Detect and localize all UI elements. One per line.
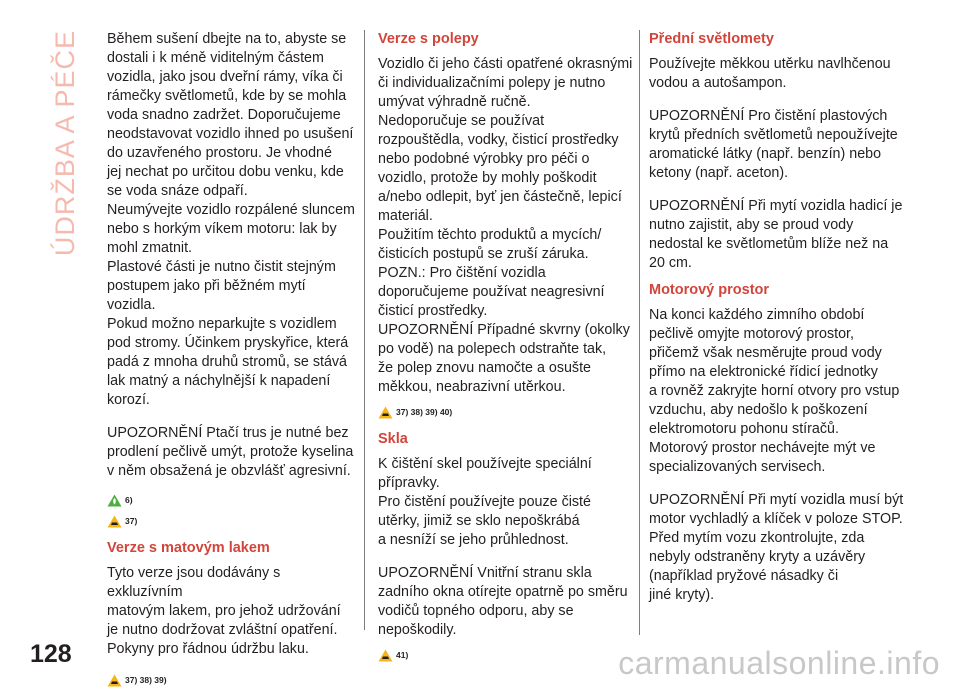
section-heading: Verze s matovým lakem: [107, 540, 270, 556]
warning-car-icon: [107, 515, 122, 528]
paragraph: K čištění skel používejte speciální přípravky. Pro čistění používejte pouze čisté utěrky, jimiž se sklo nepoškrábá a nesníží se jeho průhlednost.: [378, 456, 592, 548]
paragraph: Na konci každého zimního období pečlivě omyjte motorový prostor, přičemž však nesměrujte proud vody přímo na elektronické řídicí jednotky a rovněž zakryjte horní otvory pro vstup vzduchu, aby nedošlo k poškození elektromotoru pohonu stíračů. Motorový prostor nechávejte mýt ve specializovaných servisech.: [649, 307, 900, 475]
paragraph: Tyto verze jsou dodávány s exkluzívním matovým lakem, pro jehož udržování je nutno dodržovat zvláštní opatření. Pokyny pro řádnou údržbu laku.: [107, 565, 341, 657]
section-heading: Verze s polepy: [378, 31, 479, 47]
watermark: carmanualsonline.info: [618, 645, 940, 681]
column-1: [107, 30, 355, 698]
column-divider: [639, 30, 640, 635]
section-heading: Motorový prostor: [649, 282, 770, 298]
warning-paragraph: UPOZORNĚNÍ Ptačí trus je nutné bez prodlení pečlivě umýt, protože kyselina v něm obsažená je obzvlášť agresivní.: [107, 425, 354, 479]
page-number: 128: [30, 640, 72, 668]
section-title-vertical: ÚDRŽBA A PÉČE: [50, 30, 80, 257]
reference-number: 6): [125, 495, 133, 505]
reference-number: 37) 38) 39) 40): [396, 407, 453, 417]
column-divider: [364, 30, 365, 630]
column-2: [378, 30, 636, 673]
reference-number: 37): [125, 516, 138, 526]
environment-reference: [107, 491, 355, 510]
warning-car-icon: [107, 674, 122, 687]
warning-paragraph: UPOZORNĚNÍ Při mytí vozidla hadicí je nutno zajistit, aby se proud vody nedostal ke světlometům blíže než na 20 cm.: [649, 198, 903, 271]
column-3: [649, 30, 907, 605]
warning-car-icon: [378, 649, 393, 662]
warning-reference: [378, 646, 636, 665]
reference-number: 37) 38) 39): [125, 675, 167, 685]
warning-reference: [107, 512, 355, 531]
warning-paragraph: UPOZORNĚNÍ Vnitřní stranu skla zadního okna otírejte opatrně po směru vodičů topného odporu, aby se nepoškodily.: [378, 565, 628, 638]
warning-reference: [378, 403, 636, 422]
section-heading: Přední světlomety: [649, 31, 774, 47]
paragraph: Vozidlo či jeho části opatřené okrasnými či individualizačními polepy je nutno umývat výhradně ručně. Nedoporučuje se používat rozpouštědla, vodky, čisticí prostředky nebo podobné výrobky pro péči o vozidlo, protože by mohly poškodit a/nebo odlepit, byť jen částečně, lepicí materiál. Použitím těchto produktů a mycích/ čisticích postupů se zruší záruka. POZN.: Pro čištění vozidla doporučujeme používat neagresivní čisticí prostředky. UPOZORNĚNÍ Případné skvrny (okolky po vodě) na polepech odstraňte tak, že polep znovu namočte a osušte měkkou, neabrazivní utěrkou.: [378, 56, 633, 395]
reference-number: 41): [396, 650, 409, 660]
paragraph: Používejte měkkou utěrku navlhčenou vodou a autošampon.: [649, 56, 891, 91]
warning-reference: [107, 671, 355, 690]
section-heading: Skla: [378, 431, 408, 447]
warning-paragraph: UPOZORNĚNÍ Pro čistění plastových krytů předních světlometů nepoužívejte aromatické látky (např. benzín) nebo ketony (např. aceton).: [649, 108, 898, 181]
warning-paragraph: UPOZORNĚNÍ Při mytí vozidla musí být motor vychladlý a klíček v poloze STOP. Před mytím vozu zkontrolujte, zda nebyly odstraněny kryty a uzávěry (například pryžové násadky či jiné kryty).: [649, 492, 904, 603]
paragraph: Během sušení dbejte na to, abyste se dostali i k méně viditelným částem vozidla, jako jsou dveřní rámy, víka či rámečky světlometů, kde by se mohla voda snadno zadržet. Doporučujeme neodstavovat vozidlo ihned po usušení do uzavřeného prostoru. Je vhodné jej nechat po určitou dobu venku, kde se voda snáze odpaří. Neumývejte vozidlo rozpálené sluncem nebo s horkým víkem motoru: lak by mohl zmatnit. Plastové části je nutno čistit stejným postupem jako při běžném mytí vozidla. Pokud možno neparkujte s vozidlem pod stromy. Účinkem pryskyřice, která padá z mnoha druhů stromů, se stává lak matný a náchylnější k napadení korozí.: [107, 31, 355, 408]
leaf-icon: [107, 494, 122, 507]
warning-car-icon: [378, 406, 393, 419]
